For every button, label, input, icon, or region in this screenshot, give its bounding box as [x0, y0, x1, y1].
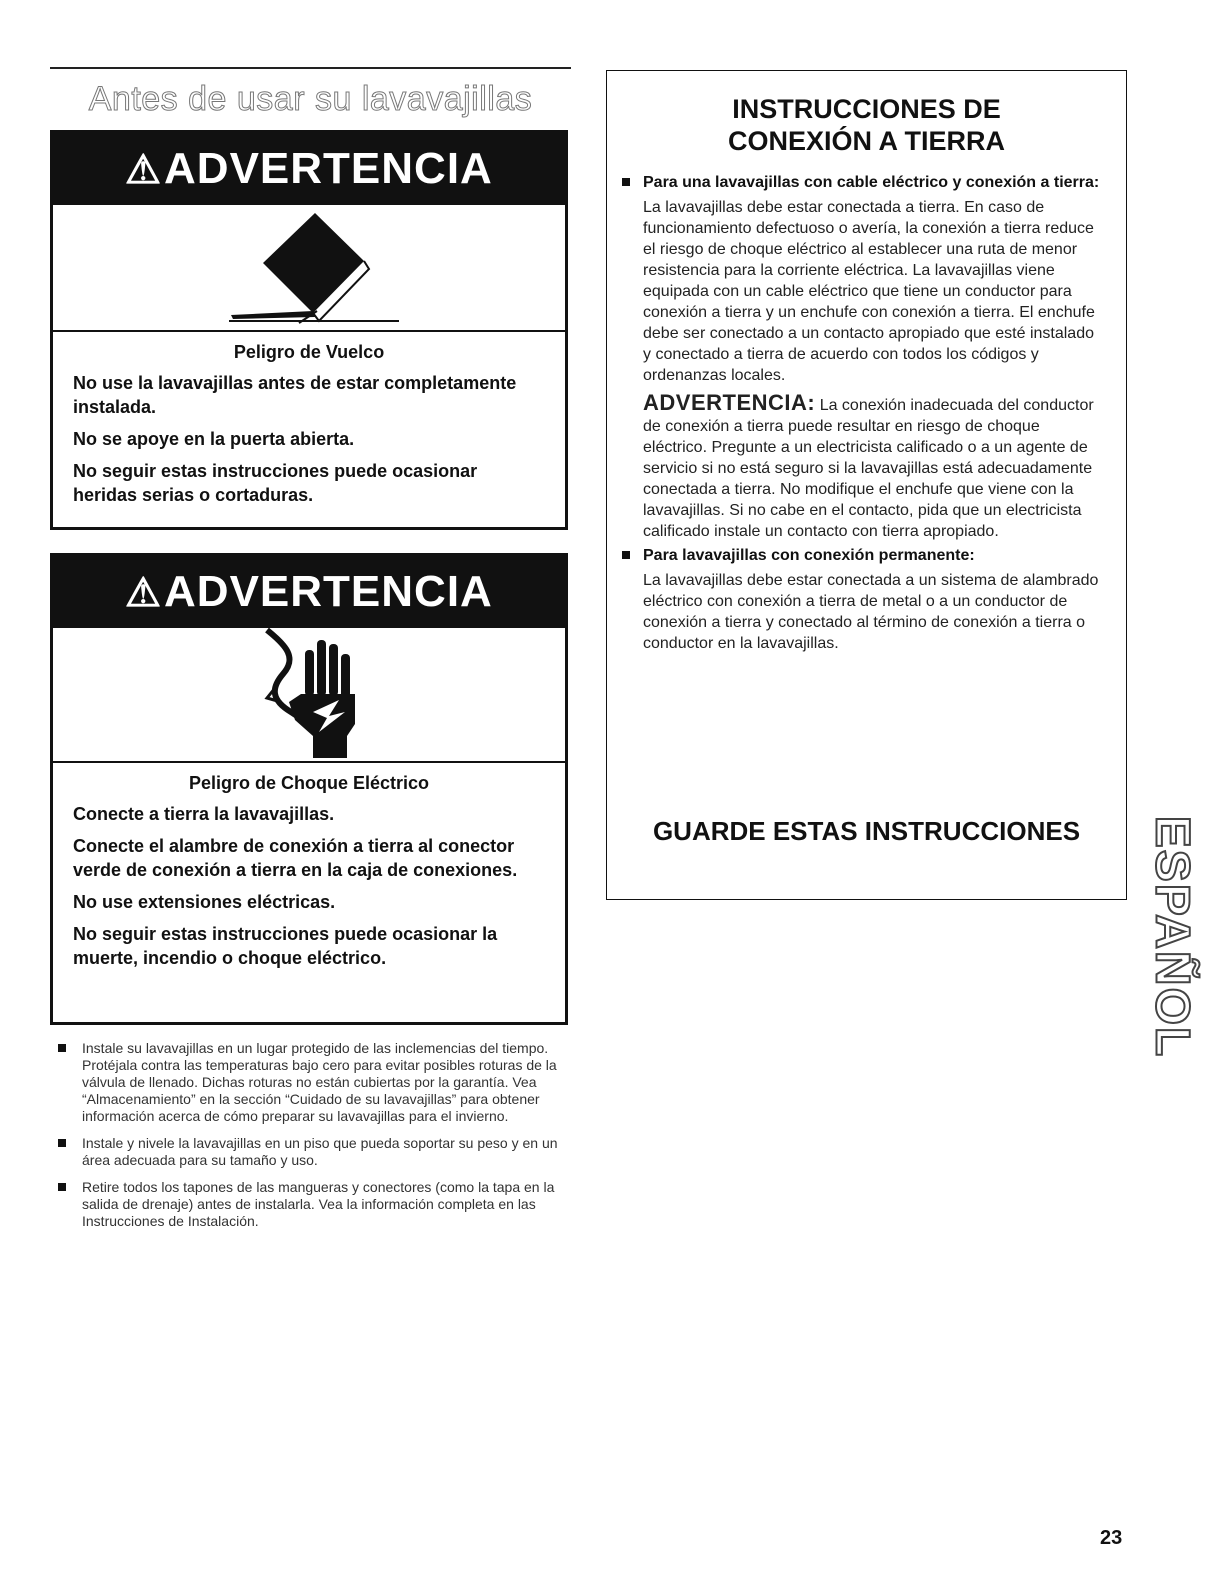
hazard-title: Peligro de Vuelco: [233, 342, 385, 362]
tip-over-hazard-icon: [53, 205, 565, 332]
grounding-instructions-box: [606, 70, 1127, 900]
cord-connected-text: La lavavajillas debe estar conectada a tierra. En caso de funcionamiento defectuoso o avería, la conexión a tierra reduce el riesgo de choque eléctrico al establecer una ruta de menor resistencia para la corriente eléctrica. La lavavajillas viene equipada con un cable eléctrico que tiene un conductor para conexión a tierra y un enchufe con conexión a tierra. El enchufe debe ser conectado a un contacto apropiado que esté instalado y conectado a tierra de acuerdo con todos los códigos y ordenanzas locales.: [643, 199, 1095, 384]
warning-triangle-icon: ⚠: [125, 148, 163, 192]
warning-header: [53, 133, 565, 205]
page-number: 23: [1100, 1527, 1123, 1549]
top-rule: [50, 67, 571, 69]
warning-header-label: ADVERTENCIA: [164, 144, 493, 193]
permanent-connection-text: La lavavajillas debe estar conectada a un sistema de alambrado eléctrico con conexión a tierra de metal o a un conductor de conexión a tierra y conectado al término de conexión a tierra o conductor en la lavavajillas.: [643, 572, 1099, 652]
warning-header: [53, 556, 565, 628]
warning-line: Conecte a tierra la lavavajillas.: [73, 804, 335, 824]
warning-line: No use extensiones eléctricas.: [73, 892, 336, 912]
cord-connected-heading: Para una lavavajillas con cable eléctrico y conexión a tierra:: [621, 173, 1101, 193]
list-item: Retire todos los tapones de las mangueras y conectores (como la tapa en la salida de drenaje) antes de instalarla. Vea la información completa en las Instrucciones de Instalación.: [58, 1179, 570, 1230]
grounding-title-line1: INSTRUCCIONES DE: [732, 94, 1001, 124]
warning-line: No seguir estas instrucciones puede ocasionar la muerte, incendio o choque eléctrico.: [73, 924, 498, 968]
warning-box-tip-over: [50, 130, 568, 530]
warning-box-electrical-shock: [50, 553, 568, 1025]
language-label: ESPAÑOL: [1145, 815, 1199, 1059]
save-instructions-footer: GUARDE ESTAS INSTRUCCIONES: [652, 816, 1081, 846]
warning-line: No se apoye en la puerta abierta.: [73, 429, 355, 449]
warning-header-label: ADVERTENCIA: [164, 567, 493, 616]
advertencia-label: ADVERTENCIA:: [643, 390, 816, 415]
list-item: Instale su lavavajillas en un lugar protegido de las inclemencias del tiempo. Protéjala contra las temperaturas bajo cero para evitar posibles roturas de la válvula de llenado. Dichas roturas no están cubiertas por la garantía. Vea “Almacenamiento” en la sección “Cuidado de su lavavajillas” para obtener información acerca de cómo preparar su lavavajillas para el invierno.: [58, 1040, 570, 1125]
grounding-title: [607, 93, 1126, 157]
warning-line: Conecte el alambre de conexión a tierra al conector verde de conexión a tierra en la caja de conexiones.: [73, 836, 518, 880]
warning-triangle-icon: ⚠: [125, 571, 163, 615]
warning-line: No use la lavavajillas antes de estar completamente instalada.: [73, 373, 517, 417]
list-item: Instale y nivele la lavavajillas en un piso que pueda soportar su peso y en un área adecuada para su tamaño y uso.: [58, 1135, 570, 1169]
advertencia-text: La conexión inadecuada del conductor de conexión a tierra puede resultar en riesgo de choque eléctrico. Pregunte a un electricista calificado o a un agente de servicio si no está seguro si la lavavajillas está adecuadamente conectada a tierra. No modifique el enchufe que viene con la lavavajillas. Si no cabe en el contacto, pida que un electricista calificado instale un contacto con tierra apropiado.: [643, 397, 1094, 540]
permanent-connection-heading: Para lavavajillas con conexión permanente:: [621, 546, 1101, 566]
section-title: Antes de usar su lavavajillas: [88, 80, 533, 118]
install-bullet-list: [58, 1040, 570, 1240]
hazard-title: Peligro de Choque Eléctrico: [188, 773, 430, 793]
advertencia-paragraph: [621, 392, 1101, 542]
warning-line: No seguir estas instrucciones puede ocasionar heridas serias o cortaduras.: [73, 461, 478, 505]
electrical-shock-hazard-icon: [53, 628, 565, 763]
grounding-title-line2: CONEXIÓN A TIERRA: [727, 126, 1005, 156]
language-side-tab: [1145, 815, 1199, 1060]
